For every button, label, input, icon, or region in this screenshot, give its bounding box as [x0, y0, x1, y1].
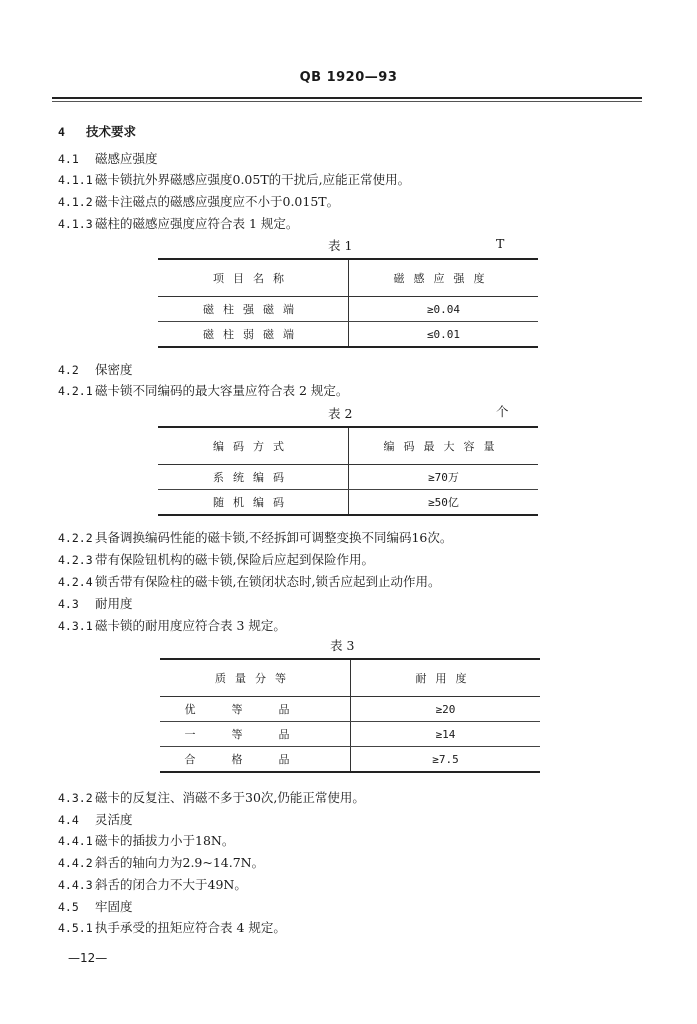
table2-cell: ≥50亿	[428, 496, 459, 509]
table2-cell: 随机编码	[158, 490, 349, 516]
section-4-2: 4.2 保密度	[58, 362, 133, 377]
table2-unit: 个	[496, 404, 509, 419]
table-2	[158, 426, 538, 516]
section-4-1-3: 4.1.3 磁柱的磁感应强度应符合表 1 规定。	[58, 216, 299, 231]
section-4-2-2: 4.2.2 具备调换编码性能的磁卡锁,不经拆卸可调整变换不同编码16次。	[58, 530, 453, 545]
table3-cell: ≥7.5	[432, 752, 459, 766]
table1-unit: T	[496, 236, 505, 251]
table1-header-value: 磁感应强度	[349, 259, 539, 297]
section-4-2-4: 4.2.4 锁舌带有保险柱的磁卡锁,在锁闭状态时,锁舌应起到止动作用。	[58, 574, 441, 589]
section-4-3: 4.3 耐用度	[58, 596, 133, 611]
section-4-5-1: 4.5.1 执手承受的扭矩应符合表 4 规定。	[58, 920, 286, 935]
section-4-1-2: 4.1.2 磁卡注磁点的磁感应强度应不小于0.015T。	[58, 194, 340, 209]
section-4-2-3: 4.2.3 带有保险钮机构的磁卡锁,保险后应起到保险作用。	[58, 552, 374, 567]
section-4: 4 技术要求	[58, 124, 137, 139]
header-rule-thin	[52, 101, 642, 102]
table1-cell: 磁柱弱磁端	[158, 322, 349, 348]
table3-header-value: 耐用度	[351, 659, 541, 697]
section-4-3-2: 4.3.2 磁卡的反复注、消磁不多于30次,仍能正常使用。	[58, 790, 365, 805]
table1-caption: 表 1	[328, 238, 353, 253]
page-number: —12—	[68, 951, 108, 965]
table3-cell: 合格品	[160, 747, 351, 773]
section-4-1-1: 4.1.1 磁卡锁抗外界磁感应强度0.05T的干扰后,应能正常使用。	[58, 172, 411, 187]
table1-cell: ≤0.01	[426, 327, 461, 341]
section-4-5: 4.5 牢固度	[58, 899, 133, 914]
table1-header-name: 项目名称	[158, 259, 349, 297]
table1-cell: ≥0.04	[349, 297, 539, 322]
page-header-code: QB 1920—93	[299, 70, 398, 85]
table1-cell: 磁柱强磁端	[158, 297, 349, 322]
table-3	[160, 658, 540, 773]
table3-cell: 优等品	[160, 697, 351, 722]
section-4-3-1: 4.3.1 磁卡锁的耐用度应符合表 3 规定。	[58, 618, 286, 633]
section-4-4-3: 4.4.3 斜舌的闭合力不大于49N。	[58, 877, 247, 892]
table3-cell: 一等品	[160, 722, 351, 747]
table3-header-name: 质量分等	[160, 659, 351, 697]
section-4-1: 4.1 磁感应强度	[58, 151, 158, 166]
table3-caption: 表 3	[330, 638, 355, 653]
section-4-4-1: 4.4.1 磁卡的插拔力小于18N。	[58, 833, 235, 848]
table3-cell: ≥20	[351, 697, 541, 722]
table-1	[158, 258, 538, 348]
table3-cell: ≥14	[351, 722, 541, 747]
table2-cell: 系统编码	[158, 465, 349, 490]
table2-caption: 表 2	[328, 406, 353, 421]
header-rule-thick	[52, 97, 642, 99]
table2-header-name: 编码方式	[158, 427, 349, 465]
section-4-2-1: 4.2.1 磁卡锁不同编码的最大容量应符合表 2 规定。	[58, 383, 349, 398]
table2-header-value: 编码最大容量	[349, 427, 539, 465]
section-4-4-2: 4.4.2 斜舌的轴向力为2.9~14.7N。	[58, 855, 265, 870]
table2-cell: ≥70万	[349, 465, 539, 490]
section-4-4: 4.4 灵活度	[58, 812, 133, 827]
